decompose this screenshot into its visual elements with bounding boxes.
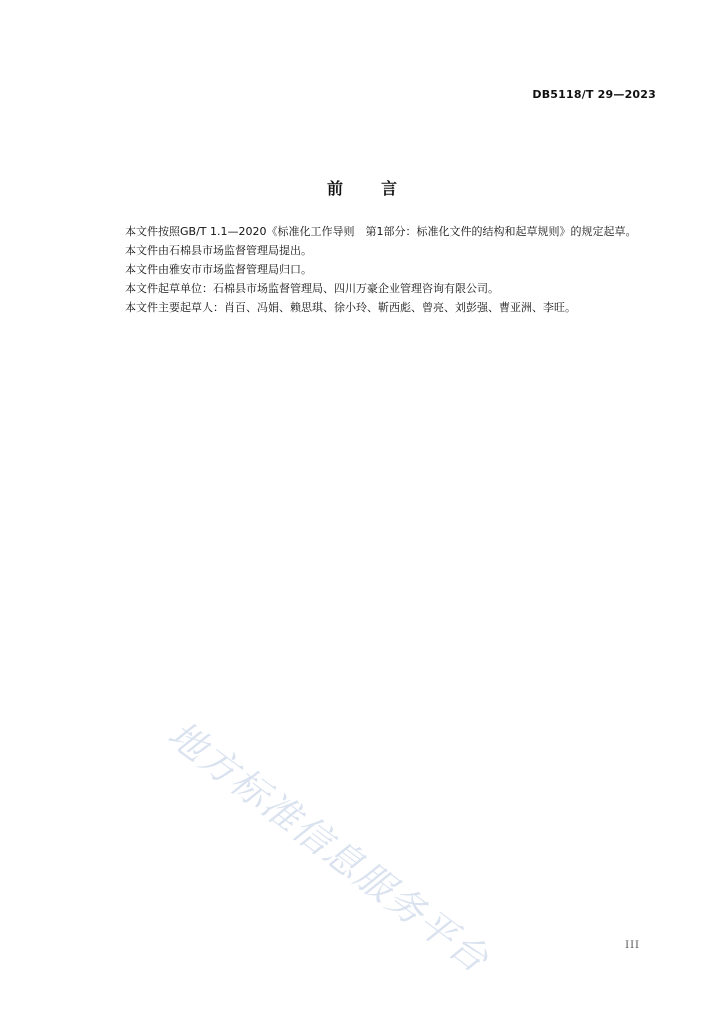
page-number: III bbox=[625, 940, 640, 951]
foreword-body bbox=[103, 222, 659, 317]
paragraph-main-drafters: 本文件主要起草人：肖百、冯娟、赖思琪、徐小玲、靳西彪、曾亮、刘彭强、曹亚洲、李旺。 bbox=[125, 301, 576, 314]
paragraph-centralized-by: 本文件由雅安市市场监督管理局归口。 bbox=[125, 263, 312, 276]
section-title: 前言 bbox=[326, 179, 435, 198]
paragraph-drafting-rules: 本文件按照GB/T 1.1—2020《标准化工作导则 第1部分：标准化文件的结构和起草规则》的规定起草。 bbox=[125, 225, 637, 238]
paragraph-drafting-units: 本文件起草单位：石棉县市场监督管理局、四川万豪企业管理咨询有限公司。 bbox=[125, 282, 499, 295]
watermark-text: 地方标准信息服务平台 bbox=[159, 712, 498, 982]
document-number: DB5118/T 29—2023 bbox=[532, 88, 656, 101]
paragraph-proposed-by: 本文件由石棉县市场监督管理局提出。 bbox=[125, 244, 312, 257]
